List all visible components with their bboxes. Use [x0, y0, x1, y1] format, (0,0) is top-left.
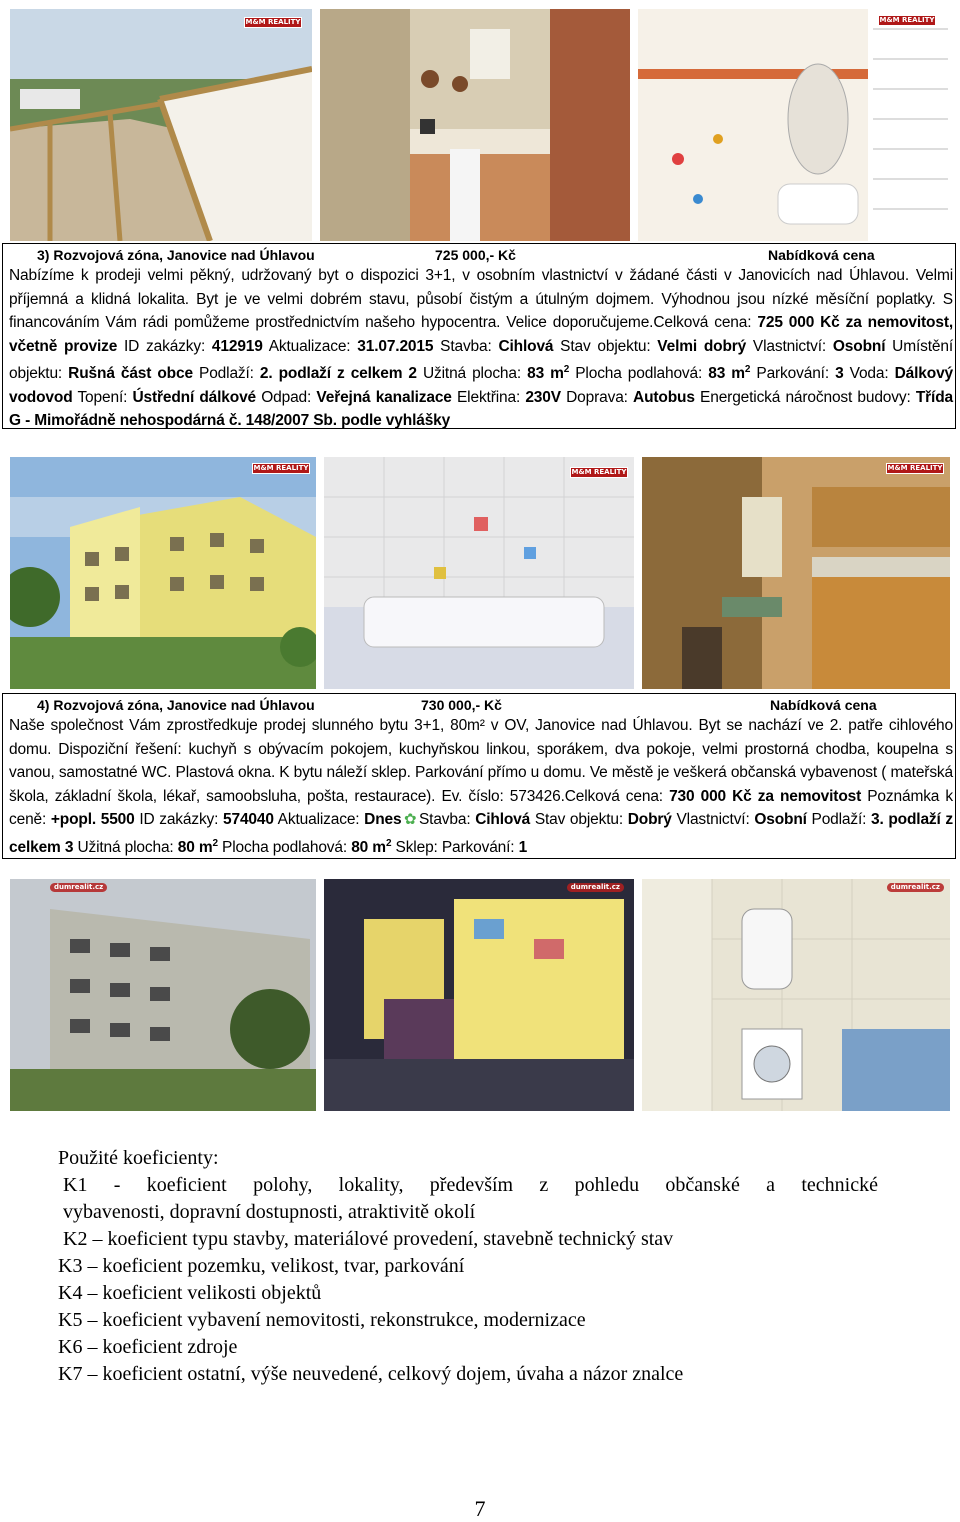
- photo-bathroom-washer: [642, 879, 950, 1111]
- agency-logo: M&M REALITY: [879, 16, 935, 24]
- listing-title: 3) Rozvojová zóna, Janovice nad Úhlavou: [37, 247, 315, 263]
- coefficient-k1: K1 - koeficient polohy, lokality, především z pohledu občanské a technické: [63, 1174, 878, 1196]
- listing-header: [3, 244, 955, 264]
- coefficient-k1-cont: vybavenosti, dopravní dostupnosti, atraktivitě okolí: [63, 1201, 476, 1223]
- listing-title: 4) Rozvojová zóna, Janovice nad Úhlavou: [37, 697, 315, 713]
- listing-4: [2, 693, 956, 859]
- photo-kitchen-dining: [642, 457, 950, 689]
- agency-logo: M&M REALITY: [887, 464, 943, 472]
- coefficient-k6: K6 – koeficient zdroje: [58, 1336, 238, 1358]
- coefficients-list: [58, 1145, 878, 1388]
- listing-description: Naše společnost Vám zprostředkuje prodej slunného bytu 3+1, 80m² v OV, Janovice nad Úhlavou. Byt se nachází ve 2. patře cihlového domu. Dispoziční řešení: kuchyň s obývacím pokojem, kuchyňskou linkou, sporákem, dva pokoje, velmi prostorná chodba, koupelna s vanou, samostatné WC. Plastová okna. K bytu náleží sklep. Parkování přímo u domu. Ve městě je veškerá občanská vybavenost ( mateřská škola, základní škola, lékař, samoobsluha, pošta, restaurace). Ev. číslo: 573426.Celková cena: 730 000 Kč za nemovitost Poznámka k ceně: +popl. 5500 ID zakázky: 574040 Aktualizace: Dnes ✿ Stavba: Cihlová Stav objektu: Dobrý Vlastnictví: Osobní Podlaží: 3. podlaží z celkem 3 Užitná plocha: 80 $m^2$ Plocha podlahová: 80 $m^2$ Sklep: Parkování: 1: [9, 717, 953, 856]
- listing-price: 725 000,- Kč: [435, 247, 516, 263]
- page-number: 7: [474, 1496, 486, 1521]
- photo-balcony: [10, 9, 312, 241]
- coefficient-k4: K4 – koeficient velikosti objektů: [58, 1282, 322, 1304]
- photo-bathroom: [638, 9, 950, 241]
- price-label: Nabídková cena: [770, 697, 877, 713]
- agency-logo: M&M REALITY: [571, 468, 627, 476]
- photo-panel-house: [10, 879, 316, 1111]
- agency-logo: dumrealit.cz: [887, 883, 944, 892]
- coefficient-k3: K3 – koeficient pozemku, velikost, tvar, parkování: [58, 1255, 465, 1277]
- agency-logo: M&M REALITY: [253, 464, 309, 472]
- photo-bathtub: [324, 457, 634, 689]
- agency-logo: dumrealit.cz: [567, 883, 624, 892]
- coefficient-k5: K5 – koeficient vybavení nemovitosti, rekonstrukce, modernizace: [58, 1309, 586, 1331]
- photo-living-kitchen: [324, 879, 634, 1111]
- listing-header: [3, 694, 955, 714]
- photo-kitchen: [320, 9, 630, 241]
- listing-price: 730 000,- Kč: [421, 697, 502, 713]
- agency-logo: dumrealit.cz: [50, 883, 107, 892]
- coefficient-k2: K2 – koeficient typu stavby, materiálové provedení, stavebně technický stav: [63, 1228, 674, 1250]
- coefficients-title: Použité koeficienty:: [58, 1147, 219, 1169]
- price-label: Nabídková cena: [768, 247, 875, 263]
- clover-icon: ✿: [403, 811, 417, 828]
- photo-building-exterior: [10, 457, 316, 689]
- agency-logo: M&M REALITY: [245, 18, 301, 26]
- listing-description: Nabízíme k prodeji velmi pěkný, udržovaný byt o dispozici 3+1, v osobním vlastnictví v žádané části v Janovicích nad Úhlavou. Velmi příjemná a klidná lokalita. Byt je ve velmi dobrém stavu, působí čistým a útulným dojmem. Výhodnou jsou nízké měsíční poplatky. S financováním Vám rádi pomůžeme prostřednictvím našeho hypocentra. Velice doporučujeme.Celková cena: 725 000 Kč za nemovitost, včetně provize ID zakázky: 412919 Aktualizace: 31.07.2015 Stavba: Cihlová Stav objektu: Velmi dobrý Vlastnictví: Osobní Umístění objektu: Rušná část obce Podlaží: 2. podlaží z celkem 2 Užitná plocha: 83 $m^2$ Plocha podlahová: 83 $m^2$ Parkování: 3 Voda: Dálkový vodovod Topení: Ústřední dálkové Odpad: Veřejná kanalizace Elektřina: 230V Doprava: Autobus Energetická náročnost budovy: Třída G - Mimořádně nehospodárná č. 148/2007 Sb. podle vyhlášky: [9, 267, 954, 430]
- listing-3: [2, 243, 956, 429]
- coefficient-k7: K7 – koeficient ostatní, výše neuvedené, celkový dojem, úvaha a názor znalce: [58, 1363, 684, 1385]
